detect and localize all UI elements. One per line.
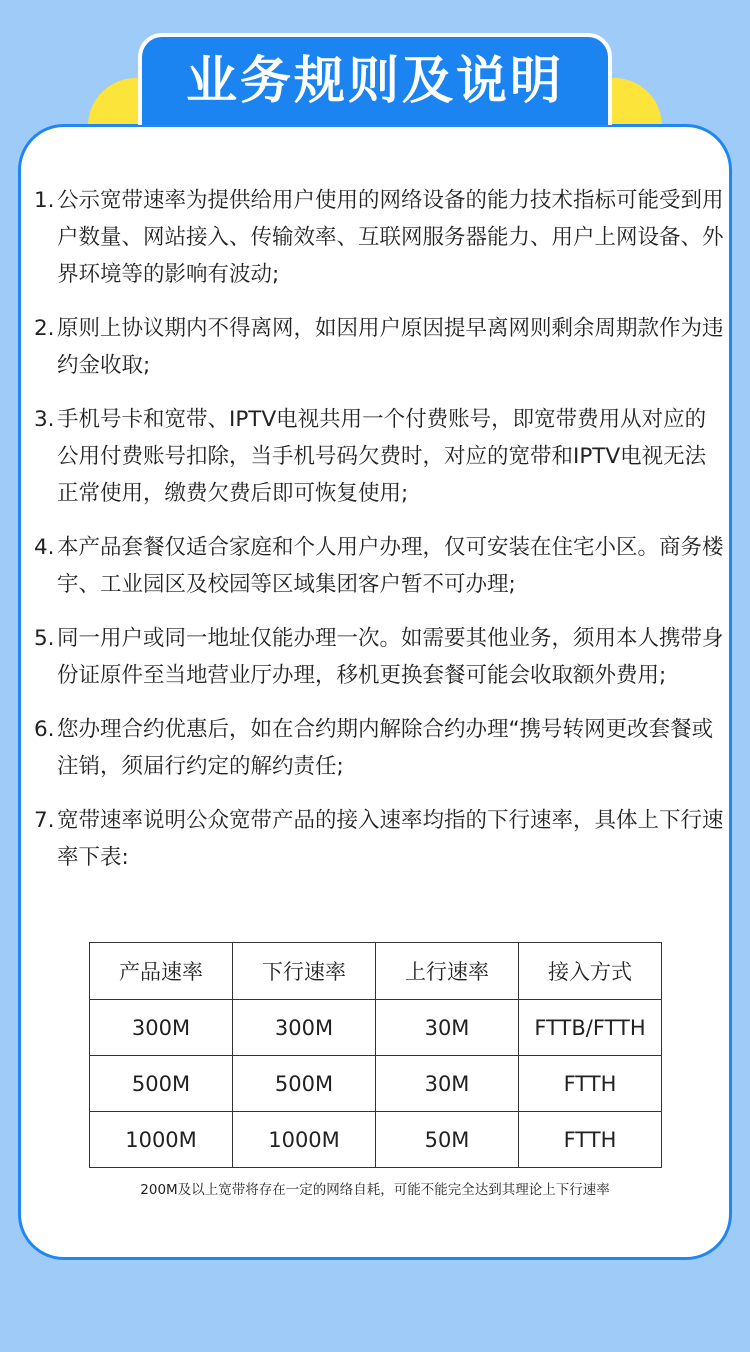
title-banner [138,33,612,125]
rule-number: 2. [34,316,55,341]
rules-list [34,182,724,893]
rule-item [34,711,724,785]
rule-text: 原则上协议期内不得离网，如因用户原因提早离网则剩余周期款作为违约金收取; [57,316,724,378]
table-cell: 30M [376,1056,519,1112]
rule-number: 1. [34,188,55,213]
table-cell: 50M [376,1112,519,1168]
footnote: 200M及以上宽带将存在一定的网络自耗，可能不能完全达到其理论上下行速率 [140,1182,610,1198]
table-cell: FTTH [519,1112,662,1168]
rule-item [34,401,724,512]
table-cell: 300M [233,1000,376,1056]
rule-text: 宽带速率说明公众宽带产品的接入速率均指的下行速率，具体上下行速率下表: [57,808,724,870]
table-cell: FTTB/FTTH [519,1000,662,1056]
rule-text: 您办理合约优惠后，如在合约期内解除合约办理“携号转网更改套餐或注销，须届行约定的解约责任; [57,717,714,779]
table-cell: 300M [90,1000,233,1056]
table-cell: 1000M [233,1112,376,1168]
table-row [90,1112,662,1168]
rule-number: 4. [34,535,55,560]
rule-item [34,310,724,384]
rule-number: 6. [34,717,55,742]
page-title: 业务规则及说明 [185,51,564,111]
column-header: 产品速率 [90,943,233,1000]
table-cell: FTTH [519,1056,662,1112]
rule-text: 同一用户或同一地址仅能办理一次。如需要其他业务，须用本人携带身份证原件至当地营业厅办理，移机更换套餐可能会收取额外费用; [57,626,724,688]
speed-table [89,942,662,1168]
table-cell: 500M [233,1056,376,1112]
rule-text: 本产品套餐仅适合家庭和个人用户办理，仅可安装在住宅小区。商务楼宇、工业园区及校园等区域集团客户暂不可办理; [57,535,724,597]
column-header: 上行速率 [376,943,519,1000]
table-cell: 1000M [90,1112,233,1168]
column-header: 接入方式 [519,943,662,1000]
rule-text: 手机号卡和宽带、IPTV电视共用一个付费账号，即宽带费用从对应的公用付费账号扣除，当手机号码欠费时，对应的宽带和IPTV电视无法正常使用，缴费欠费后即可恢复使用; [57,407,707,506]
table-row [90,1000,662,1056]
table-header-row [90,943,662,1000]
table-cell: 30M [376,1000,519,1056]
rule-item [34,529,724,603]
rule-number: 7. [34,808,55,833]
table-row [90,1056,662,1112]
rule-item [34,620,724,694]
rule-number: 5. [34,626,55,651]
rule-text: 公示宽带速率为提供给用户使用的网络设备的能力技术指标可能受到用户数量、网站接入、传输效率、互联网服务器能力、用户上网设备、外界环境等的影响有波动; [57,188,724,287]
rule-item [34,182,724,293]
rule-number: 3. [34,407,55,432]
table-cell: 500M [90,1056,233,1112]
rule-item [34,802,724,876]
column-header: 下行速率 [233,943,376,1000]
